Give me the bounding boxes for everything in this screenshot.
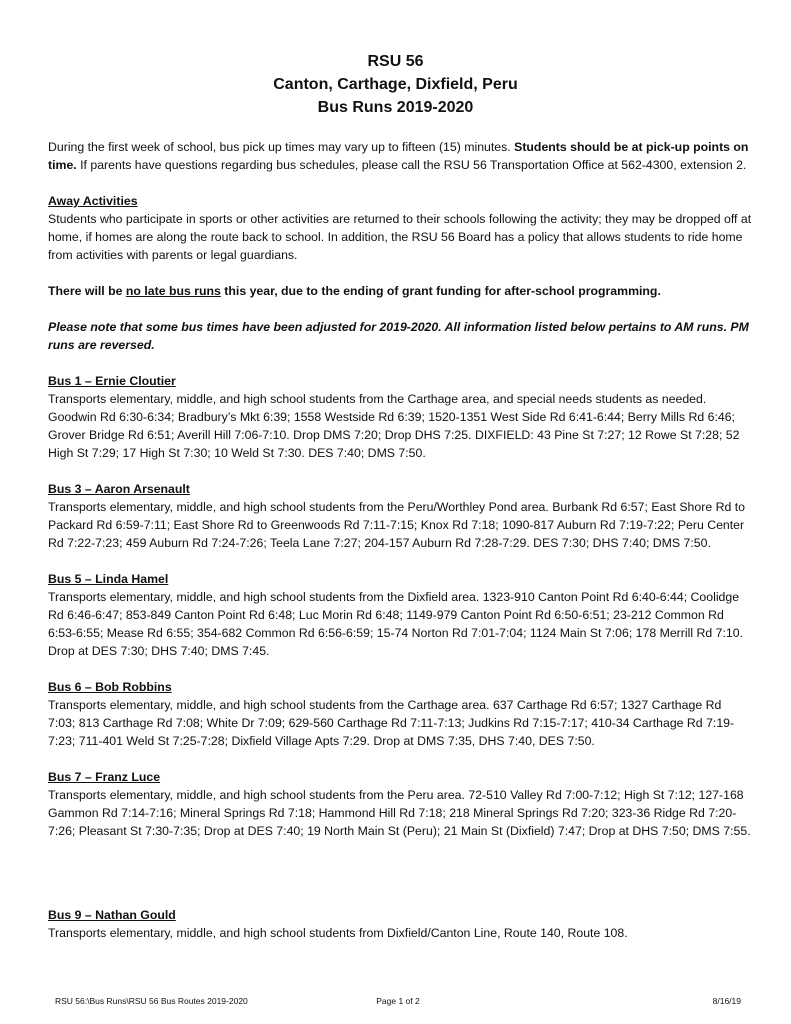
late-bus-pre: There will be <box>48 284 126 298</box>
intro-text-1: During the first week of school, bus pick up times may vary up to fifteen (15) minutes. <box>48 140 515 154</box>
bus-heading: Bus 7 – Franz Luce <box>48 770 161 784</box>
bus-route-text: Transports elementary, middle, and high school students from the Carthage area. 637 Carthage Rd 6:57; 1327 Carthage Rd 7:03; 813 Carthage Rd 7:08; White Dr 7:09; 629-560 Carthage Rd 7:11-7:13; Judkins Rd 7:15-7:17; 410-34 Carthage Rd 7:19-7:23; 711-401 Weld St 7:25-7:28; Dixfield Village Apts 7:29. Drop at DMS 7:35, DHS 7:40, DES 7:50. <box>48 698 735 748</box>
document-title: Bus Runs 2019-2020 <box>317 99 474 116</box>
towns-title: Canton, Carthage, Dixfield, Peru <box>273 76 518 93</box>
bus-route-text: Transports elementary, middle, and high school students from the Peru/Worthley Pond area. Burbank Rd 6:57; East Shore Rd to Packard Rd 6:59-7:11; East Shore Rd to Greenwoods Rd 7:11-7:15; Knox Rd 7:18; 1090-817 Auburn Rd 7:19-7:22; Peru Center Rd 7:22-7:23; 459 Auburn Rd 7:24-7:26; Teela Lane 7:27; 204-157 Auburn Rd 7:28-7:29. DES 7:30; DHS 7:40; DMS 7:50. <box>48 500 745 550</box>
bus-heading: Bus 1 – Ernie Cloutier <box>48 374 176 388</box>
intro-paragraph <box>48 138 752 174</box>
schedule-note: Please note that some bus times have been adjusted for 2019-2020. All information listed below pertains to AM runs. PM runs are reversed. <box>48 320 749 352</box>
section-spacer <box>48 858 752 906</box>
document-header <box>0 50 791 119</box>
bus-section <box>48 480 752 552</box>
away-activities-text: Students who participate in sports or other activities are returned to their schools following the activity; they may be dropped off at home, if homes are along the route back to school. In addition, the RSU 56 Board has a policy that allows students to ride home from activities with parents or legal guardians. <box>48 212 752 262</box>
document-body <box>48 138 752 960</box>
late-bus-post: this year, due to the ending of grant funding for after-school programming. <box>220 284 661 298</box>
away-activities-section <box>48 192 752 264</box>
bus-heading: Bus 3 – Aaron Arsenault <box>48 482 190 496</box>
bus-route-text: Transports elementary, middle, and high school students from the Peru area. 72-510 Valley Rd 7:00-7:12; High St 7:12; 127-168 Gammon Rd 7:14-7:16; Mineral Springs Rd 7:18; Hammond Hill Rd 7:18; 218 Mineral Springs Rd 7:20; 323-36 Ridge Rd 7:20-7:26; Pleasant St 7:30-7:35; Drop at DES 7:40; 19 North Main St (Peru); 21 Main St (Dixfield) 7:47; Drop at DHS 7:50; DMS 7:55. <box>48 788 751 838</box>
bus-section <box>48 570 752 660</box>
district-title: RSU 56 <box>367 53 424 70</box>
footer-date: 8/16/19 <box>712 996 741 1006</box>
late-bus-underlined: no late bus runs <box>125 284 221 298</box>
bus-route-text: Transports elementary, middle, and high school students from the Dixfield area. 1323-910 Canton Point Rd 6:40-6:44; Coolidge Rd 6:46-6:47; 853-849 Canton Point Rd 6:48; Luc Morin Rd 6:48; 1149-979 Canton Point Rd 6:50-6:51; 23-212 Common Rd 6:53-6:55; Mease Rd 6:55; 354-682 Common Rd 6:56-6:59; 15-74 Norton Rd 7:01-7:04; 1124 Main St 7:06; 178 Merrill Rd 7:10. Drop at DES 7:30; DHS 7:40; DMS 7:45. <box>48 590 743 658</box>
late-bus-notice <box>48 282 752 300</box>
bus-section <box>48 768 752 840</box>
bus-section <box>48 906 752 942</box>
intro-text-2: If parents have questions regarding bus schedules, please call the RSU 56 Transportation Office at 562-4300, extension 2. <box>76 158 747 172</box>
bus-section <box>48 678 752 750</box>
bus-heading: Bus 9 – Nathan Gould <box>48 908 176 922</box>
bus-section <box>48 372 752 462</box>
footer-page-number: Page 1 of 2 <box>376 996 420 1006</box>
intro-bold-text: Students should be at pick-up points on time. <box>48 140 749 172</box>
bus-heading: Bus 6 – Bob Robbins <box>48 680 172 694</box>
bus-route-text: Transports elementary, middle, and high school students from the Carthage area, and special needs students as needed. Goodwin Rd 6:30-6:34; Bradbury’s Mkt 6:39; 1558 Westside Rd 6:39; 1520-1351 West Side Rd 6:41-6:44; Berry Mills Rd 6:46; Grover Bridge Rd 6:51; Averill Hill 7:06-7:10. Drop DMS 7:20; Drop DHS 7:25. DIXFIELD: 43 Pine St 7:27; 12 Rowe St 7:28; 52 High St 7:29; 17 High St 7:30; 10 Weld St 7:30. DES 7:40; DMS 7:50. <box>48 392 740 460</box>
bus-route-text: Transports elementary, middle, and high school students from Dixfield/Canton Line, Route 140, Route 108. <box>48 926 628 940</box>
bus-heading: Bus 5 – Linda Hamel <box>48 572 169 586</box>
footer-file-path: RSU 56:\Bus Runs\RSU 56 Bus Routes 2019-2020 <box>55 996 248 1006</box>
away-activities-heading: Away Activities <box>48 194 138 208</box>
